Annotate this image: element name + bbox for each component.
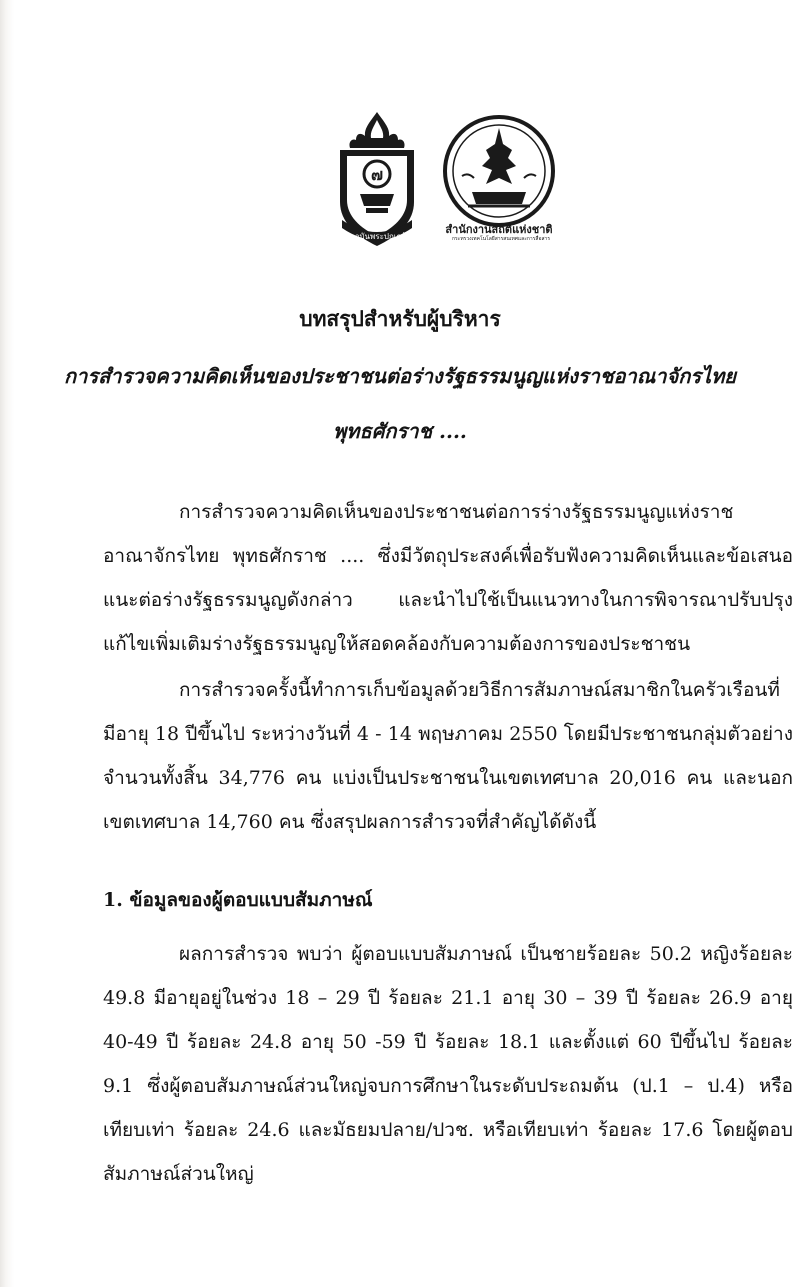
document-subtitle-line2: พุทธศักราช .... [333, 419, 467, 443]
document-subtitle-line1: การสำรวจความคิดเห็นของประชาชนต่อร่างรัฐธรรมนูญแห่งราชอาณาจักรไทย [63, 364, 737, 388]
logo-right-caption: สำนักงานสถิติแห่งชาติ [445, 223, 553, 236]
logo-right-subcaption: กระทรวงเทคโนโลยีสารสนเทศและการสื่อสาร [451, 236, 551, 242]
svg-text:๗: ๗ [370, 165, 384, 184]
logo-left-caption: สถาบันพระปกเกล้า [345, 232, 411, 241]
section-heading-respondents: 1. ข้อมูลของผู้ตอบแบบสัมภาษณ์ [103, 889, 373, 911]
methodology-paragraph: การสำรวจครั้งนี้ทำการเก็บข้อมูลด้วยวิธีการสัมภาษณ์สมาชิกในครัวเรือนที่มีอายุ 18 ปีขึ้นไป ระหว่างวันที่ 4 - 14 พฤษภาคม 2550 โดยมีประชาชนกลุ่มตัวอย่างจำนวนทั้งสิ้น 34,776 คน แบ่งเป็นประชาชนในเขตเทศบาล 20,016 คน และนอกเขตเทศบาล 14,760 คน ซึ่งสรุปผลการสำรวจที่สำคัญได้ดังนี้ [103, 679, 793, 833]
page-title: บทสรุปสำหรับผู้บริหาร [299, 306, 501, 331]
header-logos [330, 110, 560, 250]
institute-emblem-icon [330, 110, 425, 250]
respondents-paragraph: ผลการสำรวจ พบว่า ผู้ตอบแบบสัมภาษณ์ เป็นชายร้อยละ 50.2 หญิงร้อยละ 49.8 มีอายุอยู่ในช่วง 18 – 29 ปี ร้อยละ 21.1 อายุ 30 – 39 ปี ร้อยละ 26.9 อายุ 40-49 ปี ร้อยละ 24.8 อายุ 50 -59 ปี ร้อยละ 18.1 และตั้งแต่ 60 ปีขึ้นไป ร้อยละ 9.1 ซึ่งผู้ตอบสัมภาษณ์ส่วนใหญ่จบการศึกษาในระดับประถมต้น (ป.1 – ป.4) หรือเทียบเท่า ร้อยละ 24.6 และมัธยมปลาย/ปวช. หรือเทียบเท่า ร้อยละ 17.6 โดยผู้ตอบสัมภาษณ์ส่วนใหญ่ [103, 943, 793, 1185]
intro-paragraph: การสำรวจความคิดเห็นของประชาชนต่อการร่างรัฐธรรมนูญแห่งราชอาณาจักรไทย พุทธศักราช .... ซึ่งมีวัตถุประสงค์เพื่อรับฟังความคิดเห็นและข้อเสนอแนะต่อร่างรัฐธรรมนูญดังกล่าว และนำไปใช้เป็นแนวทางในการพิจารณาปรับปรุง แก้ไขเพิ่มเติมร่างรัฐธรรมนูญให้สอดคล้องกับความต้องการของประชาชน [103, 501, 793, 655]
